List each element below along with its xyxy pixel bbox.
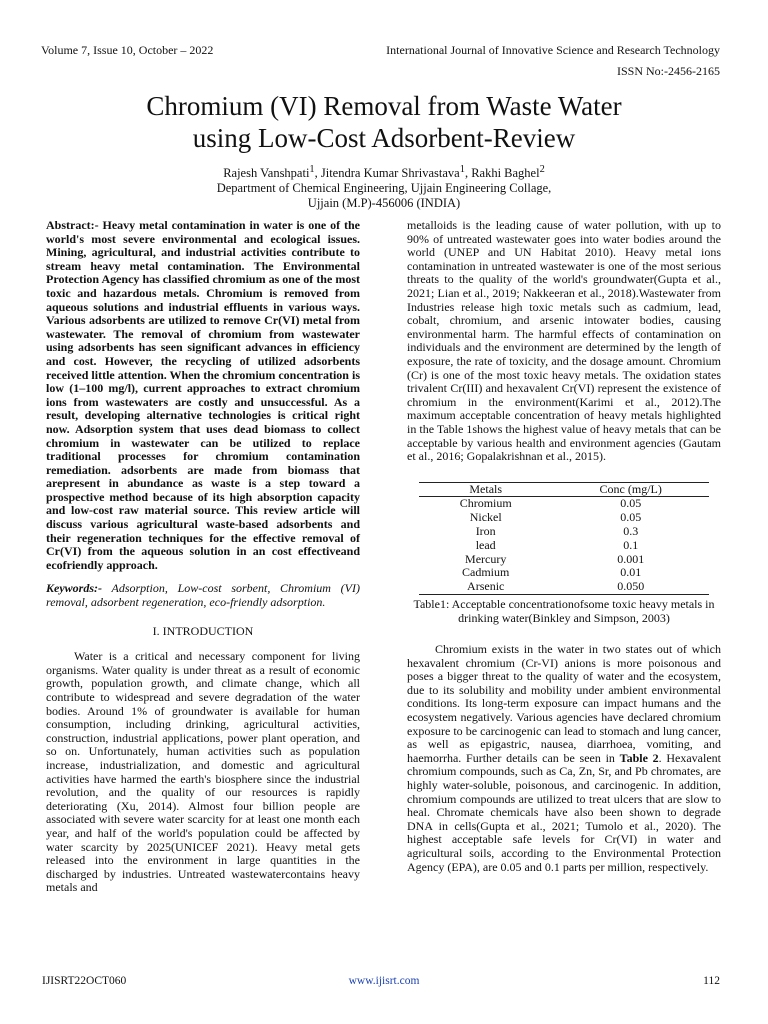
table-cell-conc: 0.05 (620, 496, 642, 511)
table-cell-conc: 0.05 (620, 510, 642, 525)
title-line-1: Chromium (VI) Removal from Waste Water (146, 91, 622, 121)
section-heading-introduction: I. INTRODUCTION (152, 623, 254, 638)
right-column (407, 219, 721, 874)
affiliation-line-2: Ujjain (M.P)-456006 (INDIA) (307, 196, 461, 211)
table-caption: Table1: Acceptable concentrationofsome toxic heavy metals in drinking water(Binkley and Simpson, 2003) (413, 597, 715, 626)
right-paragraph-1: metalloids is the leading cause of water pollution, with up to 90% of untreated wastewater goes into water bodies around the world (UNEP and UN Habitat 2010). Heavy metal ions contamination in untreated wastewater is one of the most serious threats to the quality of the world's groundwater(Gupta et al., 2021; Lian et al., 2019; Nakkeeran et al., 2018).Wastewater from Industries release high toxic metals such as cadmium, lead, cobalt, chromium, and arsenic intowater bodies, causing environmental harm. The harmful effects of contamination on individuals and the environment are determined by the length of exposure, the rate of toxicity, and the dosage amount. Chromium (Cr) is one of the most toxic heavy metals. The oxidation states trivalent Cr(III) and hexavalent Cr(VI) represent the existence of chromium in the environment(Karimi et al., 2012).The maximum acceptable concentration of heavy metals highlighted in the Table 1shows the highest value of heavy metals that can be acceptable by various health and environment agencies (Gautam et al., 2016; Gopalakrishnan et al., 2015). (407, 218, 721, 464)
table-header-metals: Metals (419, 482, 552, 497)
table-cell-conc: 0.001 (617, 551, 645, 566)
header-issn: ISSN No:-2456-2165 (616, 64, 720, 78)
para2-text-a: Chromium exists in the water in two states out of which hexavalent chromium (Cr-VI) anions is more poisonous and poses a bigger threat to the quality of water and the ecosystem, due to its solubility and mobility under ambient environmental conditions. Its long-term exposure can impact humans and the ecosystem negatively. Various agencies have declared chromium exposure to be carcinogenic can lead to stomach and lung cancer, as well as epigastric, nausea, diarrhoea, vomiting, and haemorrha. Further details can be seen in (407, 642, 721, 765)
table-row (419, 497, 709, 511)
table-row (419, 566, 709, 580)
para2-text-b: . Hexavalent chromium compounds, such as Ca, Zn, Sr, and Pb chromates, are highly water-soluble, poisonous, and carcinogenic. In addition, chromium compounds are utilized to treat ulcers that are slow to heal. Chromate chemicals have also been shown to degrade DNA in cells(Gupta et al., 2021; Tumolo et al., 2020). The highest acceptable safe levels for Cr(VI) in water and agricultural soils, according to the Environmental Protection Agency (EPA), are 0.05 and 0.1 parts per million, respectively. (407, 750, 722, 874)
affiliation-line-1: Department of Chemical Engineering, Ujjain Engineering Collage, (216, 181, 552, 196)
table-header-conc: Conc (mg/L) (552, 482, 709, 497)
author-block (60, 162, 708, 211)
author-3: Rakhi Baghel (471, 166, 540, 181)
author-sep-1: , (314, 166, 321, 181)
keywords-text: Adsorption, Low-cost sorbent, Chromium (VI) removal, adsorbent regeneration, eco-friendly adsorption. (46, 581, 360, 610)
abstract: Abstract:- Heavy metal contamination in water is one of the world's most severe environmental and ecological issues. Mining, agricultural, and industrial activities contribute to stream heavy metal contamination. The Environmental Protection Agency has classified chromium as one of the most toxic and hazardous metals. Chromium is removed from aqueous solutions and industrial effluents in various ways. Various adsorbents are utilized to remove Cr(VI) metal from wastewater. The removal of chromium from wastewater using adsorbents has seen significant advances in efficiency and cost. However, the recycling of utilized adsorbents received little attention. When the chromium concentration is low (1–100 mg/l), current approaches to extract chromium ions from wastewaters are costly and unsuccessful. As a result, developing alternative technologies is critical right now. Adsorption system that uses dead biomass to collect chromium in wastewater can be utilized to replace traditional processes for chromium contamination remediation. adsorbents are made from biomass that arepresent in abundance as waste is a step toward a prospective method because of its high absorption capacity and low-cost raw material source. This review article will discuss various agricultural waste-based adsorbents and their regeneration techniques for the effective removal of Cr(VI) from the aqueous solution in an cost effectiveand ecofriendly approach. (46, 218, 360, 572)
table-2-reference: Table 2 (619, 750, 659, 765)
table-cell-metal: Nickel (469, 510, 502, 525)
intro-paragraph-1: Water is a critical and necessary component for living organisms. Water quality is under threat as a result of economic growth, population growth, and climate change, which all contribute to widespread and severe degradation of the water bodies. Around 1% of groundwater is available for human consumption, including drinking, agricultural activities, construction, industrial applications, power plant operation, and so on. Unfortunately, human activities such as population increase, industrialization, and domestic and agricultural activities have harmed the earth's biosphere since the industrial revolution, and the quality of our resources is rapidly deteriorating (Xu, 2014). Almost four billion people are associated with severe water scarcity for at least one month each year, and half of the world's population could be affected by water scarcity by 2025(UNICEF 2021). Heavy metal gets released into the environment in large quantities in the discharged by industries. Untreated wastewatercontains heavy metals and (46, 649, 360, 895)
author-2-affil: 1 (459, 164, 465, 175)
footer-page-number: 112 (703, 975, 720, 987)
table-cell-metal: lead (475, 537, 496, 552)
table-header-row (419, 482, 709, 497)
table-cell-metal: Chromium (459, 496, 512, 511)
metals-table (419, 482, 709, 595)
title-line-2: using Low-Cost Adsorbent-Review (192, 123, 576, 153)
table-row (419, 525, 709, 539)
table-row (419, 580, 709, 594)
table-cell-conc: 0.01 (620, 565, 642, 580)
author-3-affil: 2 (539, 164, 545, 175)
author-1-affil: 1 (309, 164, 315, 175)
table-cell-metal: Mercury (465, 551, 507, 566)
author-2: Jitendra Kumar Shrivastava (320, 166, 460, 181)
author-1: Rajesh Vanshpati (223, 166, 310, 181)
header-journal: International Journal of Innovative Science and Research Technology (386, 43, 720, 57)
table-row (419, 539, 709, 553)
author-sep-2: , (464, 166, 472, 181)
footer-article-id: IJISRT22OCT060 (42, 975, 127, 987)
footer-website-link[interactable]: www.ijisrt.com (348, 975, 420, 987)
table-cell-conc: 0.3 (623, 524, 639, 539)
keywords (46, 582, 360, 609)
table-cell-conc: 0.050 (552, 580, 709, 594)
author-list (60, 162, 708, 181)
header-volume: Volume 7, Issue 10, October – 2022 (41, 43, 214, 57)
table-cell-conc: 0.1 (623, 537, 639, 552)
right-paragraph-2 (407, 643, 721, 874)
table-cell-metal: Cadmium (462, 565, 510, 580)
table-row (419, 511, 709, 525)
left-column (46, 219, 360, 895)
keywords-label: Keywords:- (46, 581, 102, 596)
paper-title (60, 90, 708, 154)
table-row (419, 553, 709, 567)
table-cell-metal: Arsenic (419, 580, 552, 594)
table-cell-metal: Iron (475, 524, 496, 539)
